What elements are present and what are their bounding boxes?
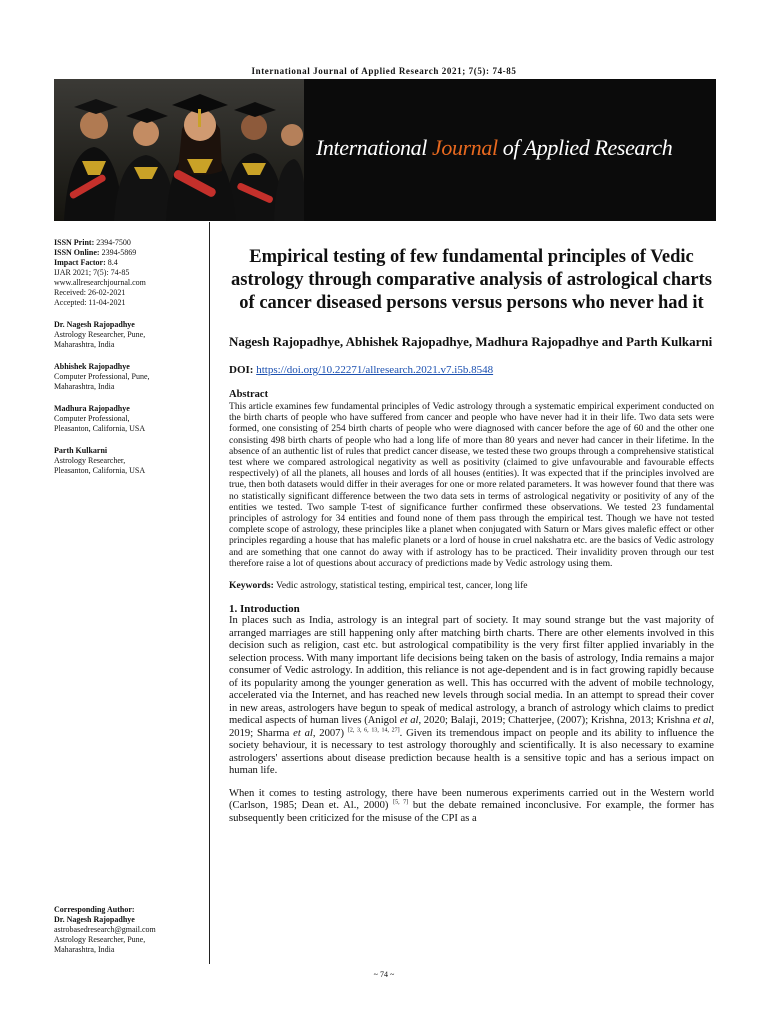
author-affiliation: Abhishek Rajopadhye Computer Professional, Pune, Maharashtra, India xyxy=(54,362,150,391)
corresponding-author: Corresponding Author: Dr. Nagesh Rajopadhye astrobasedresearch@gmail.com Astrology Researcher, Pune, Maharashtra, India xyxy=(54,905,204,955)
citation: [2, 3, 6, 13, 14, 27] xyxy=(347,727,400,734)
meta-line: IJAR 2021; 7(5): 74-85 xyxy=(54,268,130,277)
author-email[interactable]: astrobasedresearch@gmail.com xyxy=(54,925,156,934)
abstract-text: This article examines few fundamental principles of Vedic astrology through a systematic empirical experiment conducted on the birth charts of people who have suffered from cancer and people who have never had it in their life. Two data sets were formed, one consisting of 254 birth charts of people who were diagnosed with cancer before the age of 60 and the other one consisting 498 birth charts of people who had a long life of more than 80 years and never had cancer in their lifetime. In the absence of an authentic list of rules that predict cancer disease, we tested these two groups through a comprehensive statistical test where we compared astrological negativity as well as positivity (claimed to give unfavourable and favourable effects respectively) of all the planets, all houses and lords of all houses (entities). It was expected that if the principles involved are true, then both datasets would differ in their averages for one or more related parameters. It was however found that there was no statistically significant difference between the two data sets in terms of astrological negativity or positivity of any of the entities we tested. Two sample T-test of significance further confirmed these observations. We tested 23 fundamental principles of astrology for 34 entities and found none of them pass through the empirical test. Though we have not tested complete scope of astrology, these principles like a planet when conjugated with Saturn or Mars gives malefic effect or other principles regarding a house that has malefic planets or a lord of house in cruel nakshatra etc. are the basics of Vedic astrology and are something that one cannot do away with if astrology has to be practiced. Their invalidity proven through our test therefore raise a lot of questions about accuracy of predictions made by Vedic astrology using them. xyxy=(229,401,714,569)
author-affiliation: Dr. Nagesh Rajopadhye Astrology Researcher, Pune, Maharashtra, India xyxy=(54,320,146,349)
graduates-photo xyxy=(54,79,304,221)
column-divider xyxy=(209,222,210,964)
abstract-heading: Abstract xyxy=(229,389,269,400)
publication-meta xyxy=(54,238,204,308)
author-affiliation: Parth Kulkarni Astrology Researcher, Pleasanton, California, USA xyxy=(54,446,146,475)
author-affiliation: Madhura Rajopadhye Computer Professional, Pleasanton, California, USA xyxy=(54,404,146,433)
sidebar xyxy=(54,238,204,476)
journal-title: International Journal of Applied Research xyxy=(316,135,673,160)
running-head: International Journal of Applied Research 2021; 7(5): 74-85 xyxy=(251,66,517,76)
doi-link[interactable]: https://doi.org/10.22271/allresearch.2021.v7.i5b.8548 xyxy=(256,364,494,376)
meta-line: Impact Factor: 8.4 xyxy=(54,258,118,267)
article-title: Empirical testing of few fundamental principles of Vedic astrology through comparative analysis of astrological charts of cancer diseased persons versus persons who never had it xyxy=(231,247,712,313)
keywords: Keywords: Vedic astrology, statistical testing, empirical test, cancer, long life xyxy=(229,580,528,592)
meta-line: Accepted: 11-04-2021 xyxy=(54,298,126,307)
meta-line: Received: 26-02-2021 xyxy=(54,288,126,297)
meta-line[interactable]: www.allresearchjournal.com xyxy=(54,278,146,287)
page-number: ~ 74 ~ xyxy=(373,970,395,979)
article-authors: Nagesh Rajopadhye, Abhishek Rajopadhye, Madhura Rajopadhye and Parth Kulkarni xyxy=(229,334,713,349)
citation: [5, 7] xyxy=(393,799,409,806)
paragraph: When it comes to testing astrology, there have been numerous experiments carried out in the Western world (Carlson, 1985; Dean et. Al., 2000) [5, 7] but the debate remained inconclusive. For example, the former has subsequently been criticized for the misuse of the CPI as a xyxy=(229,787,715,824)
paragraph: In places such as India, astrology is an integral part of society. It may sound strange but the vast majority of arranged marriages are still happening only after matching birth charts. There are other elements involved in this decision such as religion, cast etc. but astrological compatibility is the very first filter applied invariably in the selection process. With many important life decisions being taken on the basis of astrology, India remains a major consumer of Vedic astrology. In addition, this reliance is not age-dependent and is in fact growing rapidly because of its popularity among the younger generation as well. This has occurred with the advent of mobile technology, accelerated via the Internet, and has reached new levels through social media. In an attempt to spread their cover in new areas, astrologers have begun to speak of medical astrology, a branch of astrology which claims to predict medical aspects of human lives (Anigol et al, 2020; Balaji, 2019; Chatterjee, (2007); Krishna, 2013; Krishna et al, 2019; Sharma et al, 2007) [2, 3, 6, 13, 14, 27]. Given its tremendous impact on people and its ability to influence the society behaviour, it is necessary to test astrology thoroughly and scientifically. It is also necessary to examine astrologers' assertions about disease prediction because health is a sensitive topic and has a serious impact on human life. xyxy=(229,615,714,777)
journal-banner xyxy=(54,79,716,221)
meta-line: ISSN Print: 2394-7500 xyxy=(54,238,131,247)
section-heading: 1. Introduction xyxy=(229,603,300,616)
meta-line: ISSN Online: 2394-5869 xyxy=(54,248,137,257)
doi-line: DOI: https://doi.org/10.22271/allresearch.2021.v7.i5b.8548 xyxy=(229,364,494,376)
article-body xyxy=(229,246,714,825)
